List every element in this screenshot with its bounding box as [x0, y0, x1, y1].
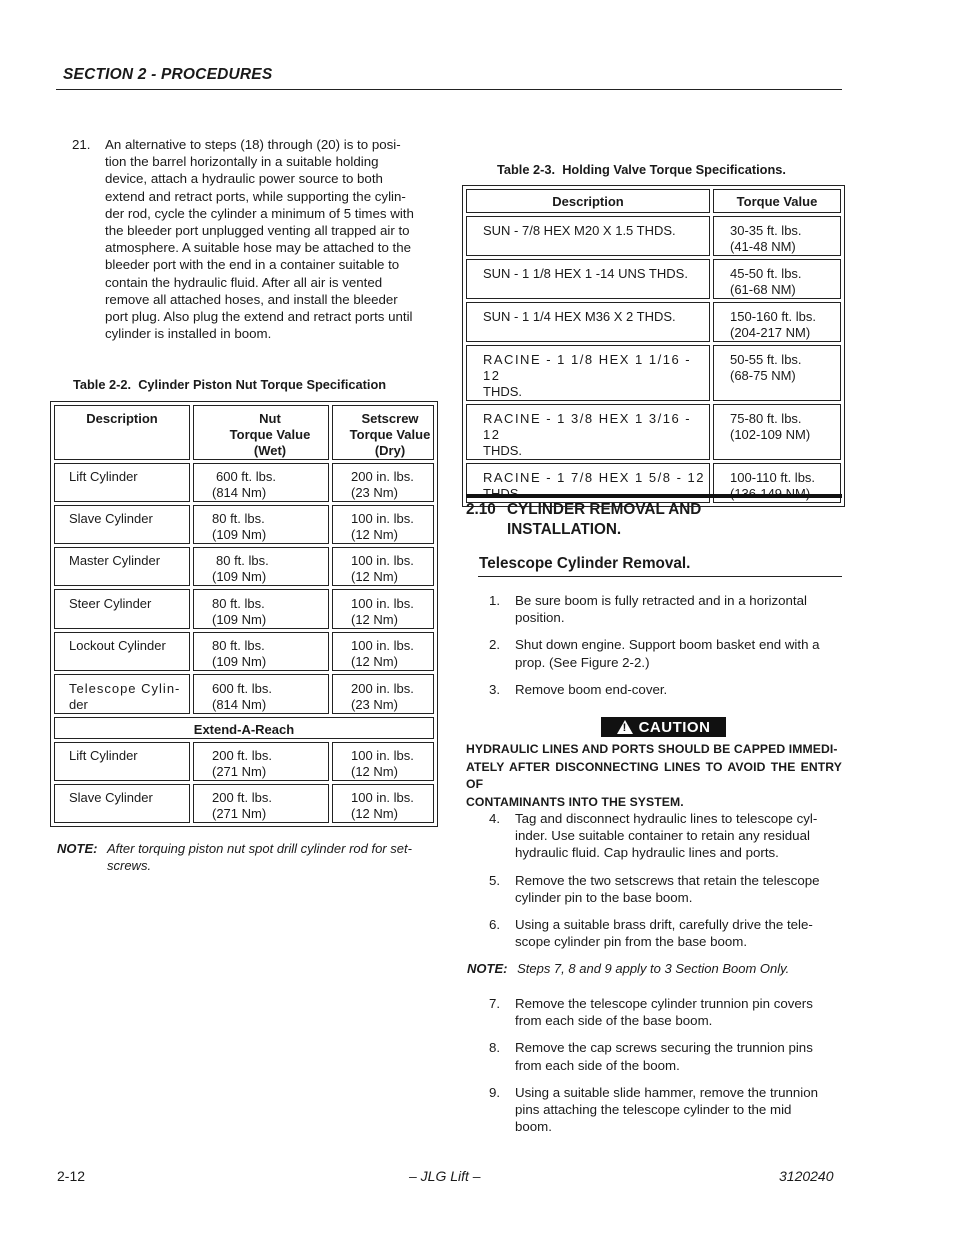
table-subheading-row [54, 717, 434, 739]
section-title-line: CYLINDER REMOVAL AND [507, 501, 702, 518]
subsection-rule [478, 576, 842, 577]
table-row: RACINE - 1 7/8 HEX 1 5/8 - 12 100-110 ft. lbs. [466, 463, 841, 503]
table-row: Lockout Cylinder 80 ft. lbs. (109 Nm) 100 in. lbs. (12 Nm) [54, 632, 434, 671]
text-line: device, attach a hydraulic power source to both [105, 171, 383, 187]
table-2-3 [462, 185, 845, 507]
section-number: 2.10 [466, 501, 496, 518]
table-row: Slave Cylinder 200 ft. lbs. (271 Nm) 100 in. lbs. (12 Nm) [54, 784, 434, 823]
table-row: SUN - 7/8 HEX M20 X 1.5 THDS. 30-35 ft. lbs. (41-48 NM) [466, 216, 841, 256]
note-right [467, 960, 842, 977]
list-item: 2. Shut down engine. Support boom basket end with a prop. (See Figure 2-2.) [489, 637, 820, 670]
section-title-line: INSTALLATION. [507, 521, 622, 538]
table-row: Slave Cylinder 80 ft. lbs. (109 Nm) 100 in. lbs. (12 Nm) [54, 505, 434, 544]
header-setscrew-torque: Setscrew Torque Value (Dry) [332, 405, 434, 460]
footer-center: – JLG Lift – [409, 1168, 481, 1184]
section-header: SECTION 2 - PROCEDURES [63, 66, 273, 83]
text-line: contain the hydraulic fluid. After all air is vented [105, 274, 383, 290]
caution-label: CAUTION [638, 718, 711, 736]
header-description: Description [466, 189, 710, 213]
text-line: bleeder port with the end in a container suitable to [105, 257, 400, 273]
table-row: Lift Cylinder 200 ft. lbs. (271 Nm) 100 in. lbs. (12 Nm) [54, 742, 434, 781]
table-row: RACINE - 1 3/8 HEX 1 3/16 - 12 THDS. 75-80 ft. lbs. (102-109 NM) [466, 404, 841, 460]
list-item: 8. Remove the cap screws securing the trunnion pins from each side of the boom. [489, 1040, 813, 1073]
table-2-2 [50, 401, 438, 827]
list-item: 9. Using a suitable slide hammer, remove the trunnion pins attaching the telescope cylinder to the mid boom. [489, 1084, 819, 1135]
caution-text: HYDRAULIC LINES AND PORTS SHOULD BE CAPPED IMMEDI- ATELY AFTER DISCONNECTING LINES TO AVOID THE ENTRY OF CONTAMINANTS INTO THE SYSTEM. [466, 742, 842, 809]
table-2-3-caption: Table 2-3. Holding Valve Torque Specifications. [497, 162, 786, 177]
note-text: After torquing piston nut spot drill cylinder rod for set- screws. [107, 841, 412, 873]
table-2-2-caption: Table 2-2. Cylinder Piston Nut Torque Specification [73, 377, 387, 392]
extend-a-reach-heading: Extend-A-Reach [54, 717, 434, 739]
list-item: 7. Remove the telescope cylinder trunnion pin covers from each side of the base boom. [489, 996, 813, 1029]
steps-group-b [489, 810, 842, 950]
list-item: 3. Remove boom end-cover. [489, 681, 668, 697]
text-line: the bleeder port unplugged venting all trapped air to [105, 223, 410, 239]
table-header-row [466, 189, 841, 213]
caution-badge [601, 717, 726, 737]
warning-icon: ! [617, 720, 633, 734]
table-row: SUN - 1 1/8 HEX 1 -14 UNS THDS. 45-50 ft. lbs. (61-68 NM) [466, 259, 841, 299]
table-row: Telescope Cylin- der 600 ft. lbs. (814 Nm) 200 in. lbs. (23 Nm) [54, 674, 434, 714]
text-line: tion the barrel horizontally in a suitable holding [105, 154, 379, 170]
text-line: der rod, cycle the cylinder a minimum of 5 times with [105, 205, 414, 221]
note-label: NOTE: [57, 841, 98, 856]
table-row: Steer Cylinder 80 ft. lbs. (109 Nm) 100 in. lbs. (12 Nm) [54, 589, 434, 629]
section-heading [466, 500, 701, 540]
step-number: 21. [72, 137, 91, 152]
document-number: 3120240 [779, 1168, 834, 1184]
header-description: Description [54, 405, 190, 460]
section-rule [466, 494, 842, 498]
text-line: port plug. Also plug the extend and retract ports until [105, 309, 413, 325]
list-item: 4. Tag and disconnect hydraulic lines to telescope cyl- inder. Use suitable container to retain any residual hydraulic fluid. Cap hydraulic lines and ports. [489, 811, 818, 861]
list-item: 1. Be sure boom is fully retracted and in a horizontal position. [489, 593, 807, 626]
text-line: extend and retract ports, while supporting the cylin- [105, 188, 406, 204]
subsection-heading: Telescope Cylinder Removal. [479, 555, 691, 572]
step-21-text [105, 136, 432, 342]
text-line: remove all attached hoses, and install the bleeder [105, 291, 398, 307]
steps-group-a [489, 592, 842, 698]
header-nut-torque: Nut Torque Value (Wet) [193, 405, 329, 460]
note-label: NOTE: [467, 961, 508, 976]
list-item: 6. Using a suitable brass drift, carefully drive the tele- scope cylinder pin from the base boom. [489, 917, 813, 950]
note-left [57, 840, 437, 874]
table-row: SUN - 1 1/4 HEX M36 X 2 THDS. 150-160 ft. lbs. (204-217 NM) [466, 302, 841, 342]
note-text: Steps 7, 8 and 9 apply to 3 Section Boom Only. [517, 961, 790, 976]
steps-group-c [489, 995, 842, 1135]
table-header-row [54, 405, 434, 460]
header-rule [56, 89, 842, 90]
text-line: atmosphere. A suitable hose may be attached to the [105, 240, 412, 256]
table-row: Master Cylinder 80 ft. lbs. (109 Nm) 100 in. lbs. (12 Nm) [54, 547, 434, 586]
text-line: cylinder is installed in boom. [105, 326, 272, 342]
table-row: Lift Cylinder 600 ft. lbs. (814 Nm) 200 in. lbs. (23 Nm) [54, 463, 434, 502]
step-21 [72, 136, 432, 342]
list-item: 5. Remove the two setscrews that retain the telescope cylinder pin to the base boom. [489, 872, 820, 905]
table-row: RACINE - 1 1/8 HEX 1 1/16 - 12 THDS. 50-55 ft. lbs. (68-75 NM) [466, 345, 841, 401]
text-line: An alternative to steps (18) through (20) is to posi- [105, 137, 401, 152]
page-number: 2-12 [57, 1168, 86, 1184]
header-torque-value: Torque Value [713, 189, 841, 213]
